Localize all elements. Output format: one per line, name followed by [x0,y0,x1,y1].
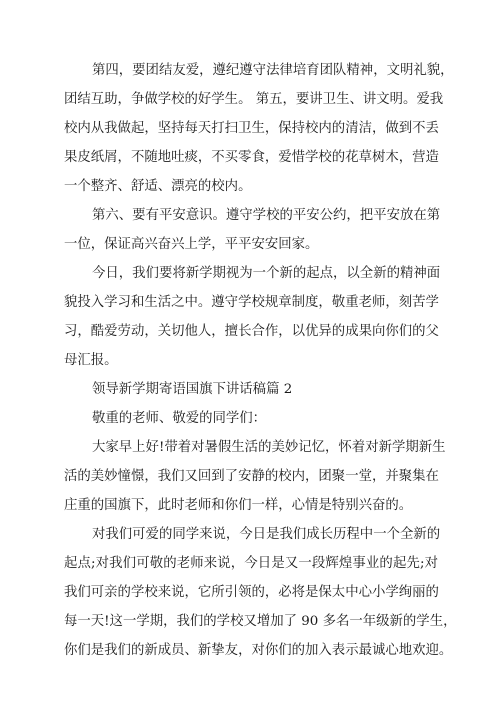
text-line: 校内从我做起，坚持每天打扫卫生，保持校内的清洁，做到不丢 [64,121,439,136]
text-line: 团结互助，争做学校的好学生。 第五，要讲卫生、讲文明。爱我 [64,92,444,107]
text-line: 第四，要团结友爱，遵纪遵守法律培育团队精神，文明礼貌， [92,63,454,78]
text-line: 一个整齐、舒适、漂亮的校内。 [64,179,252,194]
text-line: 活的美妙憧憬，我们又回到了安静的校内，团聚一堂，并聚集在 [64,469,439,484]
text-line: 庄重的国旗下，此时老师和你们一样，心情是特别兴奋的。 [64,498,413,513]
text-line: 第六、要有平安意识。遵守学校的平安公约，把平安放在第 [92,208,441,223]
text-line: 我们可亲的学校来说，它所引领的，必将是保太中心小学绚丽的 [64,585,439,600]
text-line: 母汇报。 [64,353,118,368]
text-line: 貌投入学习和生活之中。遵守学校规章制度，敬重老师，刻苦学 [64,295,439,310]
salutation: 敬重的老师、敬爱的同学们： [92,411,267,426]
text-line: 你们是我们的新成员、新挚友，对你们的加入表示最诚心地欢迎。 [64,643,453,658]
text-line: 每一天!这一学期，我们的学校又增加了 90 多名一年级新的学生， [64,614,457,629]
text-line: 对我们可爱的同学来说，今日是我们成长历程中一个全新的 [92,527,441,542]
text-line: 大家早上好!带着对暑假生活的美妙记忆，怀着对新学期新生 [92,440,446,455]
text-line: 习，酷爱劳动，关切他人，擅长合作，以优异的成果向你们的父 [64,324,439,339]
section-heading: 领导新学期寄语国旗下讲话稿篇 2 [92,382,293,397]
text-line: 果皮纸屑，不随地吐痰，不买零食，爱惜学校的花草树木，营造 [64,150,439,165]
text-line: 起点;对我们可敬的老师来说，今日是又一段辉煌事业的起先;对 [64,556,438,571]
text-line: 一位，保证高兴奋兴上学，平平安安回家。 [64,237,319,252]
text-line: 今日，我们要将新学期视为一个新的起点，以全新的精神面 [92,266,441,281]
